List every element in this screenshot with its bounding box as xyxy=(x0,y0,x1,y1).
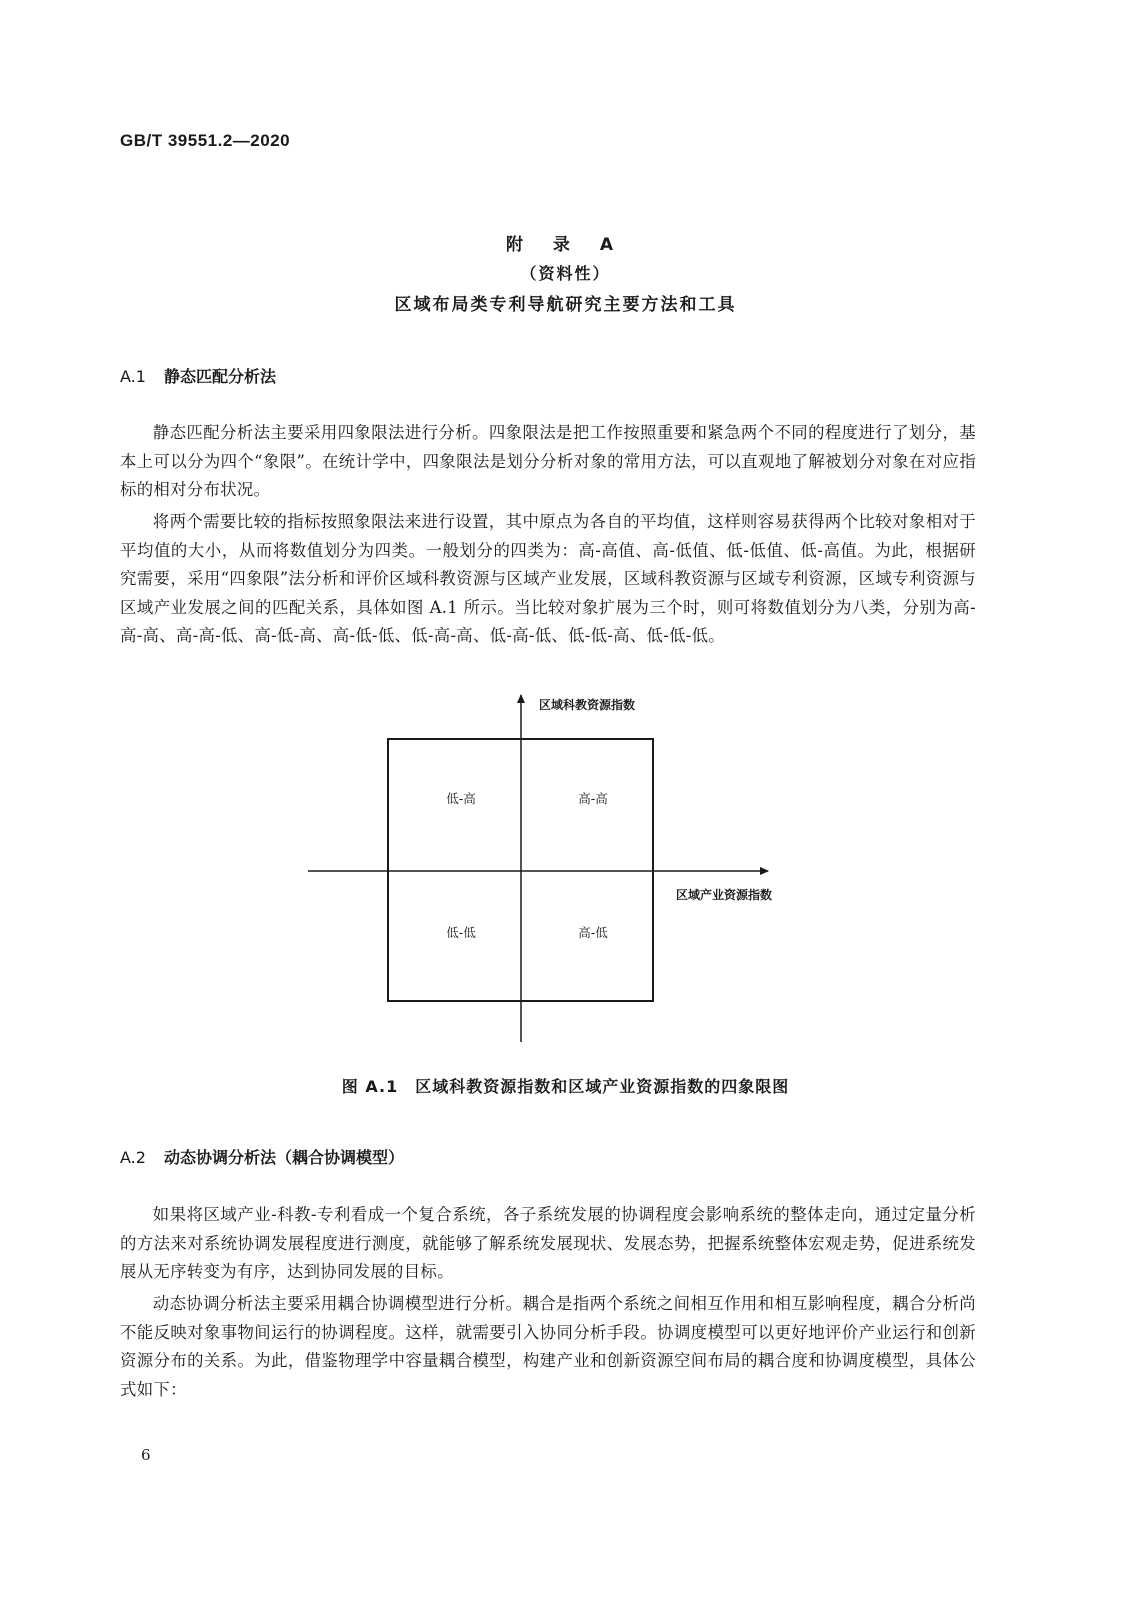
quadrant-label-bottom-right: 高-低 xyxy=(578,925,608,940)
y-axis-label: 区域科教资源指数 xyxy=(539,698,636,712)
section-heading-a1 xyxy=(120,364,276,387)
paragraph: 动态协调分析法主要采用耦合协调模型进行分析。耦合是指两个系统之间相互作用和相互影响程度，耦合分析尚不能反映对象事物间运行的协调程度。这样，就需要引入协同分析手段。协调度模型可以更好地评价产业运行和创新资源分布的关系。为此，借鉴物理学中容量耦合模型，构建产业和创新资源空间布局的耦合度和协调度模型，具体公式如下： xyxy=(120,1294,976,1399)
page-number: 6 xyxy=(141,1446,151,1464)
x-axis-label: 区域产业资源指数 xyxy=(676,888,773,902)
section-title: 静态匹配分析法 xyxy=(163,367,276,386)
figure-caption: 图 A.1 区域科教资源指数和区域产业资源指数的四象限图 xyxy=(341,1077,790,1096)
appendix-name: 区域布局类专利导航研究主要方法和工具 xyxy=(394,295,737,315)
paragraph: 将两个需要比较的指标按照象限法来进行设置，其中原点为各自的平均值，这样则容易获得两个比较对象相对于平均值的大小，从而将数值划分为四类。一般划分的四类为：高-高值、高-低值、低-低值、低-高值。为此，根据研究需要，采用“四象限”法分析和评价区域科教资源与区域产业发展，区域科教资源与区域专利资源，区域专利资源与区域产业发展之间的匹配关系，具体如图 A.1 所示。当比较对象扩展为三个时，则可将数值划分为八类，分别为高-高-高、高-高-低、高-低-高、高-低-低、低-高-高、低-高-低、低-低-高、低-低-低。 xyxy=(120,512,976,645)
section-title: 动态协调分析法（耦合协调模型） xyxy=(163,1148,404,1167)
appendix-title: 附 录 A xyxy=(506,235,625,255)
quadrant-label-top-right: 高-高 xyxy=(578,791,608,806)
quadrant-label-bottom-left: 低-低 xyxy=(446,925,476,940)
section-number: A.2 xyxy=(120,1148,146,1167)
section-number: A.1 xyxy=(120,367,146,386)
paragraph: 如果将区域产业-科教-专利看成一个复合系统，各子系统发展的协调程度会影响系统的整体走向，通过定量分析的方法来对系统协调发展程度进行测度，就能够了解系统发展现状、发展态势，把握系统整体宏观走势，促进系统发展从无序转变为有序，达到协同发展的目标。 xyxy=(120,1205,976,1281)
section-heading-a2 xyxy=(120,1145,404,1168)
quadrant-label-top-left: 低-高 xyxy=(446,791,476,806)
paragraph: 静态匹配分析法主要采用四象限法进行分析。四象限法是把工作按照重要和紧急两个不同的程度进行了划分，基本上可以分为四个“象限”。在统计学中，四象限法是划分分析对象的常用方法，可以直观地了解被划分对象在对应指标的相对分布状况。 xyxy=(120,423,976,499)
standard-code: GB/T 39551.2—2020 xyxy=(120,131,291,150)
quadrant-figure xyxy=(0,690,1131,1050)
appendix-note: （资料性） xyxy=(520,264,611,283)
